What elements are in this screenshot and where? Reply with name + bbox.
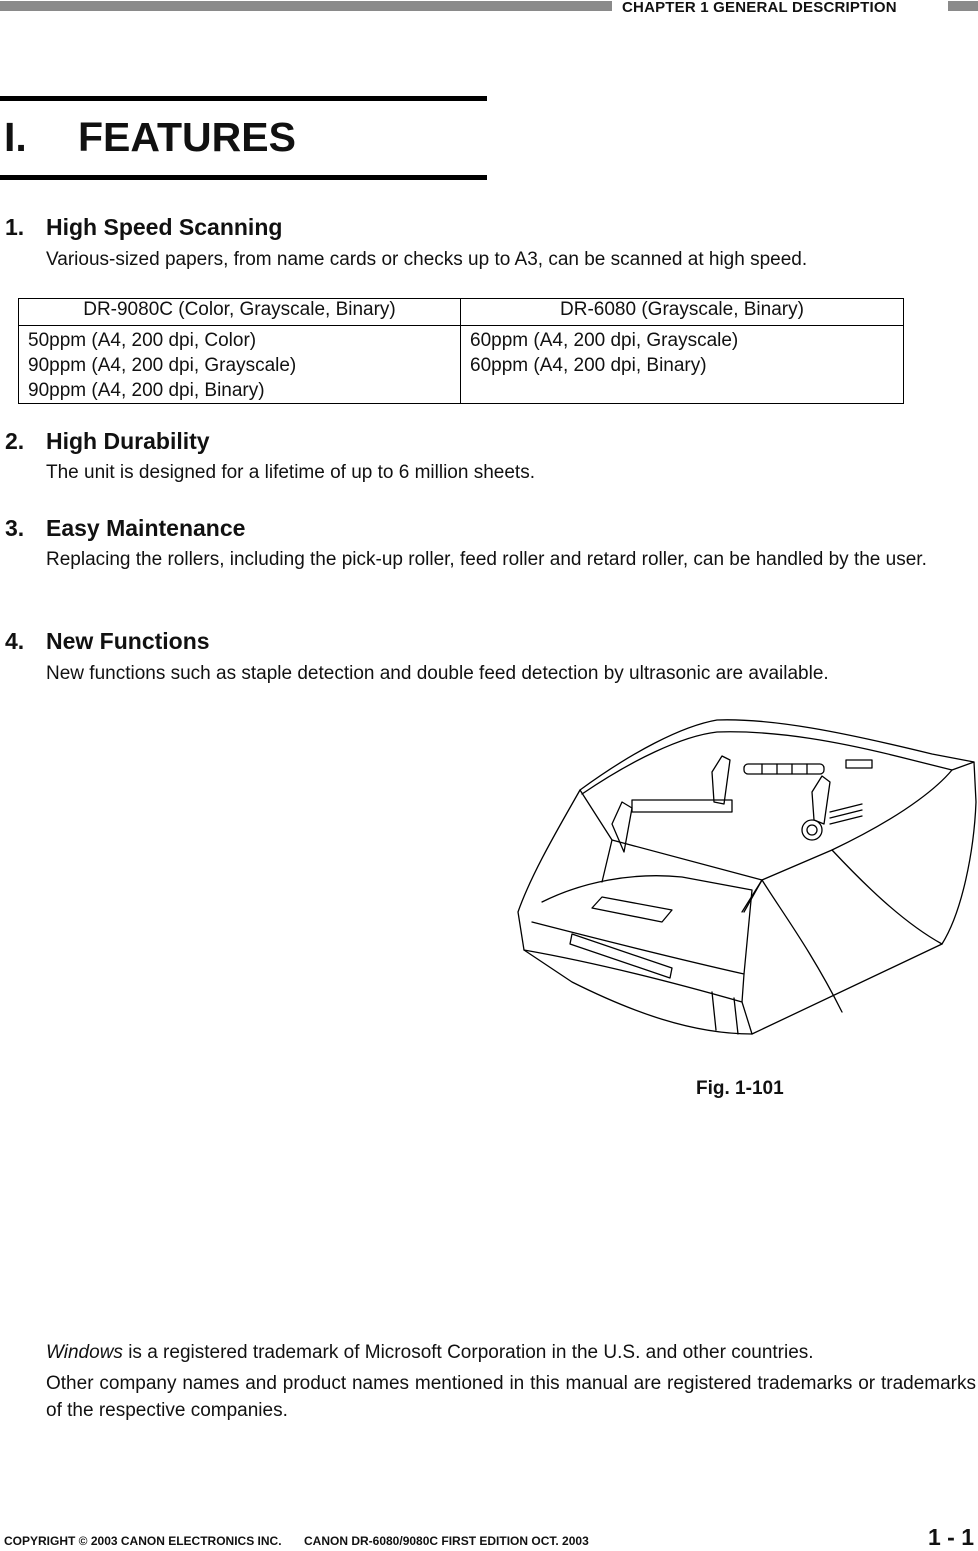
feature-heading-1	[5, 214, 282, 241]
feed-roller	[744, 764, 824, 774]
feature-number: 3.	[5, 515, 25, 541]
feature-heading-text: Easy Maintenance	[46, 515, 246, 541]
feature-text-4: New functions such as staple detection and double feed detection by ultrasonic are available.	[46, 663, 829, 684]
feature-heading-4	[5, 628, 210, 655]
inner-feed-edge	[580, 790, 762, 880]
rear-guide-right	[812, 776, 830, 824]
section-title-text: FEATURES	[78, 114, 296, 160]
table-cell-dr6080	[461, 326, 904, 404]
trademark-other: Other company names and product names mentioned in this manual are registered trademarks or trademarks of the respective companies.	[46, 1373, 976, 1421]
table-header-dr6080: DR-6080 (Grayscale, Binary)	[461, 299, 904, 326]
windows-word: Windows	[46, 1342, 123, 1363]
roller-ribs	[762, 764, 807, 774]
document-slot	[632, 800, 732, 812]
top-rim	[582, 732, 952, 794]
feature-heading-text: New Functions	[46, 628, 210, 654]
feature-number: 4.	[5, 628, 25, 654]
table-header-row	[19, 299, 904, 326]
page-number: 1 - 1	[928, 1524, 975, 1550]
figure-caption: Fig. 1-101	[696, 1078, 784, 1099]
table-row	[19, 326, 904, 404]
panel-keys	[830, 804, 862, 824]
feature-heading-text: High Durability	[46, 428, 210, 454]
section-number: I.	[4, 114, 27, 160]
base-lines	[712, 992, 738, 1034]
title-rule-bottom	[0, 175, 487, 180]
spec-line: 60ppm (A4, 200 dpi, Grayscale)	[470, 330, 739, 351]
front-lower-edge	[524, 950, 752, 1034]
speed-spec-table	[18, 298, 904, 404]
spec-line: 50ppm (A4, 200 dpi, Color)	[28, 330, 257, 351]
front-handle	[570, 934, 672, 978]
right-panel-curve	[832, 850, 942, 944]
footer-edition: CANON DR-6080/9080C FIRST EDITION OCT. 2003	[304, 1534, 589, 1548]
feature-text-3: Replacing the rollers, including the pick-up roller, feed roller and retard roller, can be handled by the user.	[46, 549, 927, 570]
scanner-illustration	[512, 712, 978, 1042]
header-bar-right	[948, 1, 978, 11]
front-corner	[762, 880, 842, 1012]
header-bar-left	[0, 1, 612, 11]
start-button-center	[807, 825, 817, 835]
footer-copyright: COPYRIGHT © 2003 CANON ELECTRONICS INC.	[4, 1534, 282, 1548]
feature-heading-text: High Speed Scanning	[46, 214, 283, 240]
feature-number: 2.	[5, 428, 25, 454]
rear-guide-left	[712, 756, 730, 804]
tray-slot	[592, 897, 672, 922]
trademark-windows	[46, 1342, 814, 1364]
spec-line: 90ppm (A4, 200 dpi, Binary)	[28, 380, 265, 401]
feature-heading-3	[5, 515, 245, 542]
chapter-header: CHAPTER 1 GENERAL DESCRIPTION	[622, 0, 897, 16]
spec-line: 90ppm (A4, 200 dpi, Grayscale)	[28, 355, 297, 376]
feature-text-2: The unit is designed for a lifetime of up to 6 million sheets.	[46, 462, 535, 483]
scanner-body-outline	[518, 720, 976, 1034]
table-header-dr9080c: DR-9080C (Color, Grayscale, Binary)	[19, 299, 461, 326]
feature-number: 1.	[5, 214, 25, 240]
table-cell-dr9080c	[19, 326, 461, 404]
feature-heading-2	[5, 428, 210, 455]
status-window	[846, 760, 872, 768]
right-panel-edge	[742, 762, 974, 912]
feature-text-1: Various-sized papers, from name cards or checks up to A3, can be scanned at high speed.	[46, 249, 808, 270]
start-button	[802, 820, 822, 840]
trademark-windows-text: is a registered trademark of Microsoft Corporation in the U.S. and other countries.	[122, 1342, 814, 1363]
spec-line: 60ppm (A4, 200 dpi, Binary)	[470, 355, 707, 376]
title-rule-top	[0, 96, 487, 101]
section-title	[4, 114, 296, 161]
front-face-line	[532, 922, 744, 1002]
